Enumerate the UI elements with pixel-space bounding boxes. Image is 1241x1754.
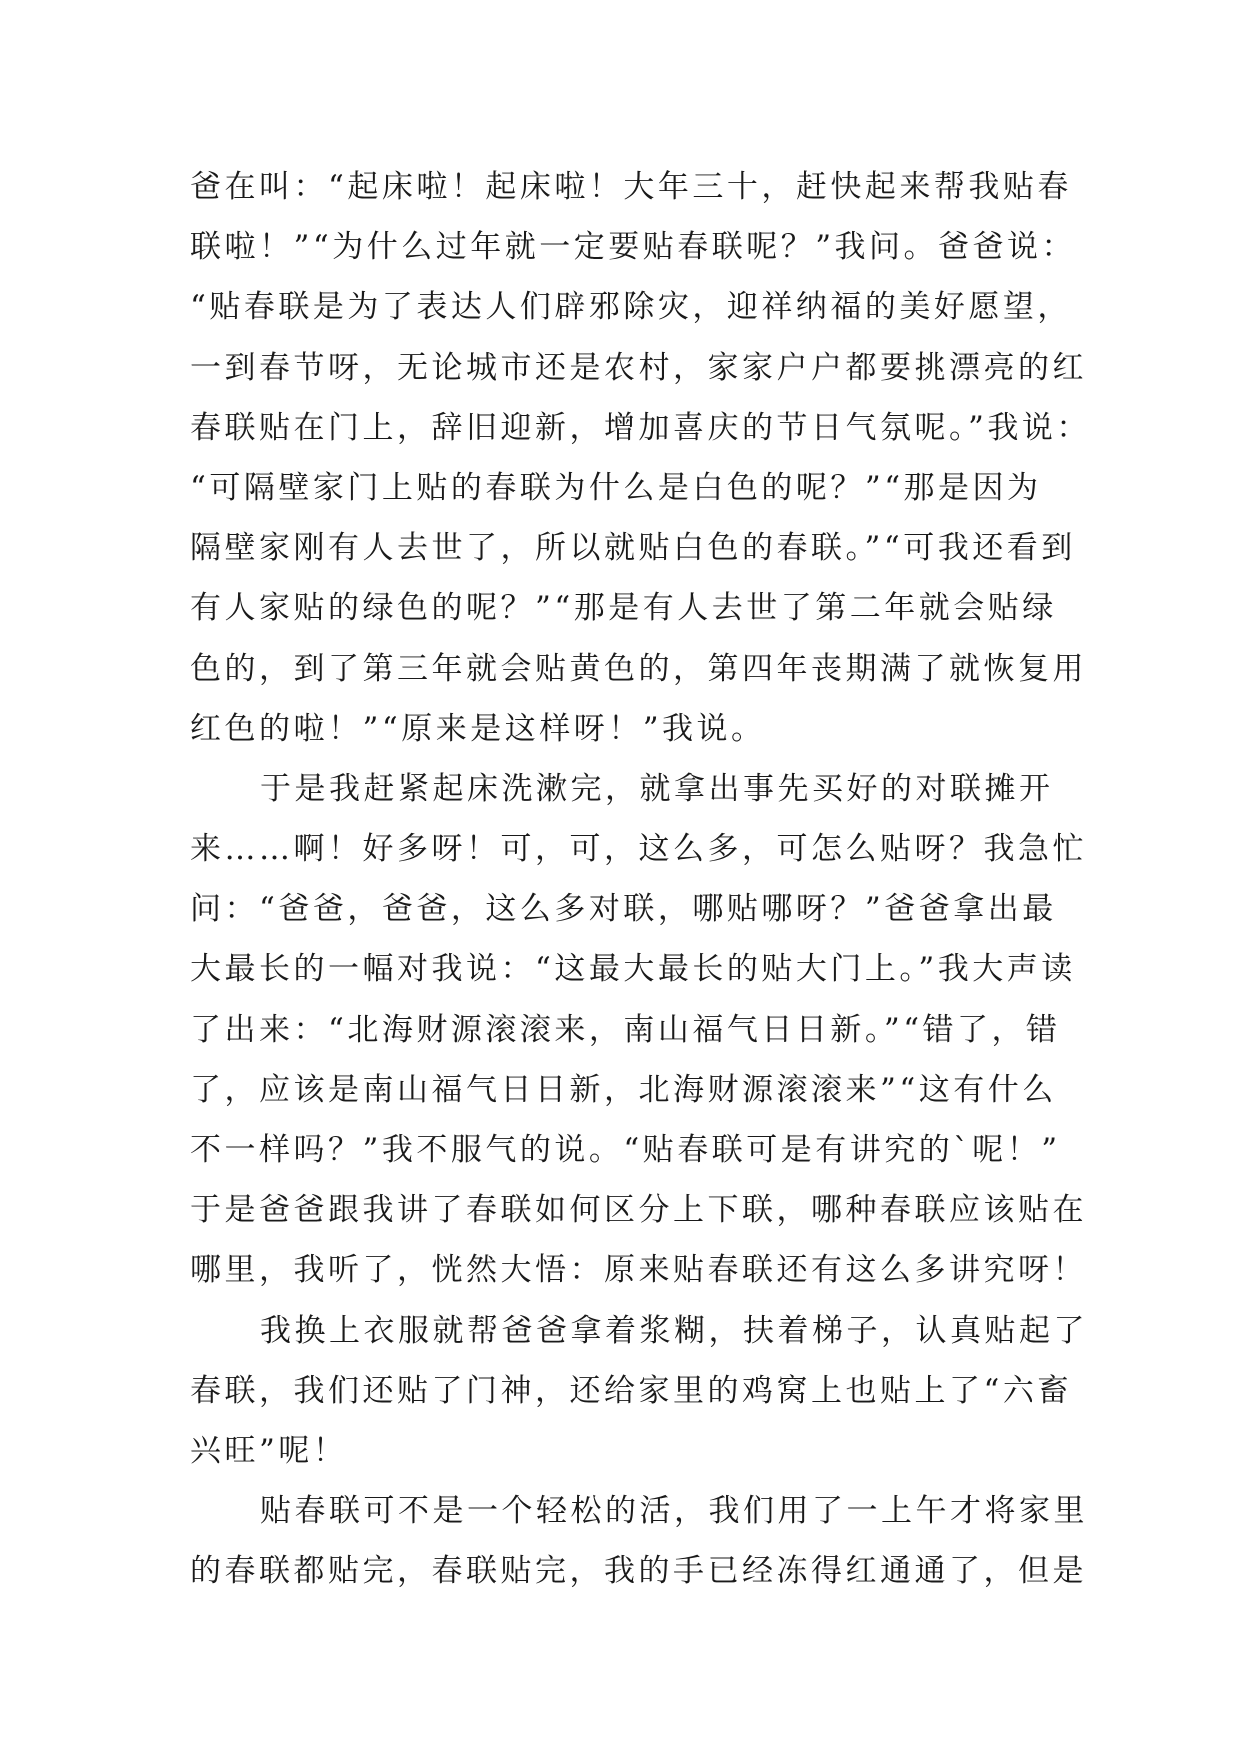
text-line: 隔壁家刚有人去世了，所以就贴白色的春联。”“可我还看到 <box>190 530 1076 567</box>
text-line: 不一样吗？”我不服气的说。“贴春联可是有讲究的`呢！” <box>190 1132 1061 1168</box>
text-line: “可隔壁家门上贴的春联为什么是白色的呢？”“那是因为 <box>190 469 1042 506</box>
text-line: 联啦！”“为什么过年就一定要贴春联呢？”我问。爸爸说： <box>190 229 1077 266</box>
essay-body <box>190 157 1091 1602</box>
text-line: 春联贴在门上，辞旧迎新，增加喜庆的节日气氛呢。”我说： <box>190 409 1091 446</box>
text-line: 大最长的一幅对我说：“这最大最长的贴大门上。”我大声读 <box>190 951 1076 988</box>
paragraph-first-line: 于是我赶紧起床洗漱完，就拿出事先买好的对联摊开 <box>260 770 1054 807</box>
text-line: “贴春联是为了表达人们辟邪除灾，迎祥纳福的美好愿望， <box>190 289 1072 326</box>
text-line: 于是爸爸跟我讲了春联如何区分上下联，哪种春联应该贴在 <box>190 1192 1087 1229</box>
text-line: 色的，到了第三年就会贴黄色的，第四年丧期满了就恢复用 <box>190 650 1087 687</box>
text-line: 问：“爸爸，爸爸，这么多对联，哪贴哪呀？”爸爸拿出最 <box>190 891 1057 928</box>
paragraph-first-line: 我换上衣服就帮爸爸拿着浆糊，扶着梯子，认真贴起了 <box>260 1312 1088 1349</box>
text-line: 爸在叫：“起床啦！起床啦！大年三十，赶快起来帮我贴春 <box>190 169 1072 205</box>
text-line: 春联，我们还贴了门神，还给家里的鸡窝上也贴上了“六畜 <box>190 1372 1072 1409</box>
text-line: 哪里，我听了，恍然大悟：原来贴春联还有这么多讲究呀！ <box>190 1252 1087 1289</box>
text-line: 的春联都贴完，春联贴完，我的手已经冻得红通通了，但是 <box>190 1553 1087 1590</box>
text-line: 了出来：“北海财源滚滚来，南山福气日日新。”“错了，错 <box>190 1011 1061 1048</box>
text-line: 一到春节呀，无论城市还是农村，家家户户都要挑漂亮的红 <box>190 349 1087 386</box>
text-line: 来……啊！好多呀！可，可，这么多，可怎么贴呀？我急忙 <box>190 831 1087 868</box>
paragraph-first-line: 贴春联可不是一个轻松的活，我们用了一上午才将家里 <box>260 1493 1088 1530</box>
text-line: 兴旺”呢！ <box>190 1432 348 1469</box>
text-line: 红色的啦！”“原来是这样呀！”我说。 <box>190 710 766 747</box>
text-line: 了，应该是南山福气日日新，北海财源滚滚来”“这有什么 <box>190 1071 1057 1108</box>
text-line: 有人家贴的绿色的呢？”“那是有人去世了第二年就会贴绿 <box>190 590 1057 627</box>
